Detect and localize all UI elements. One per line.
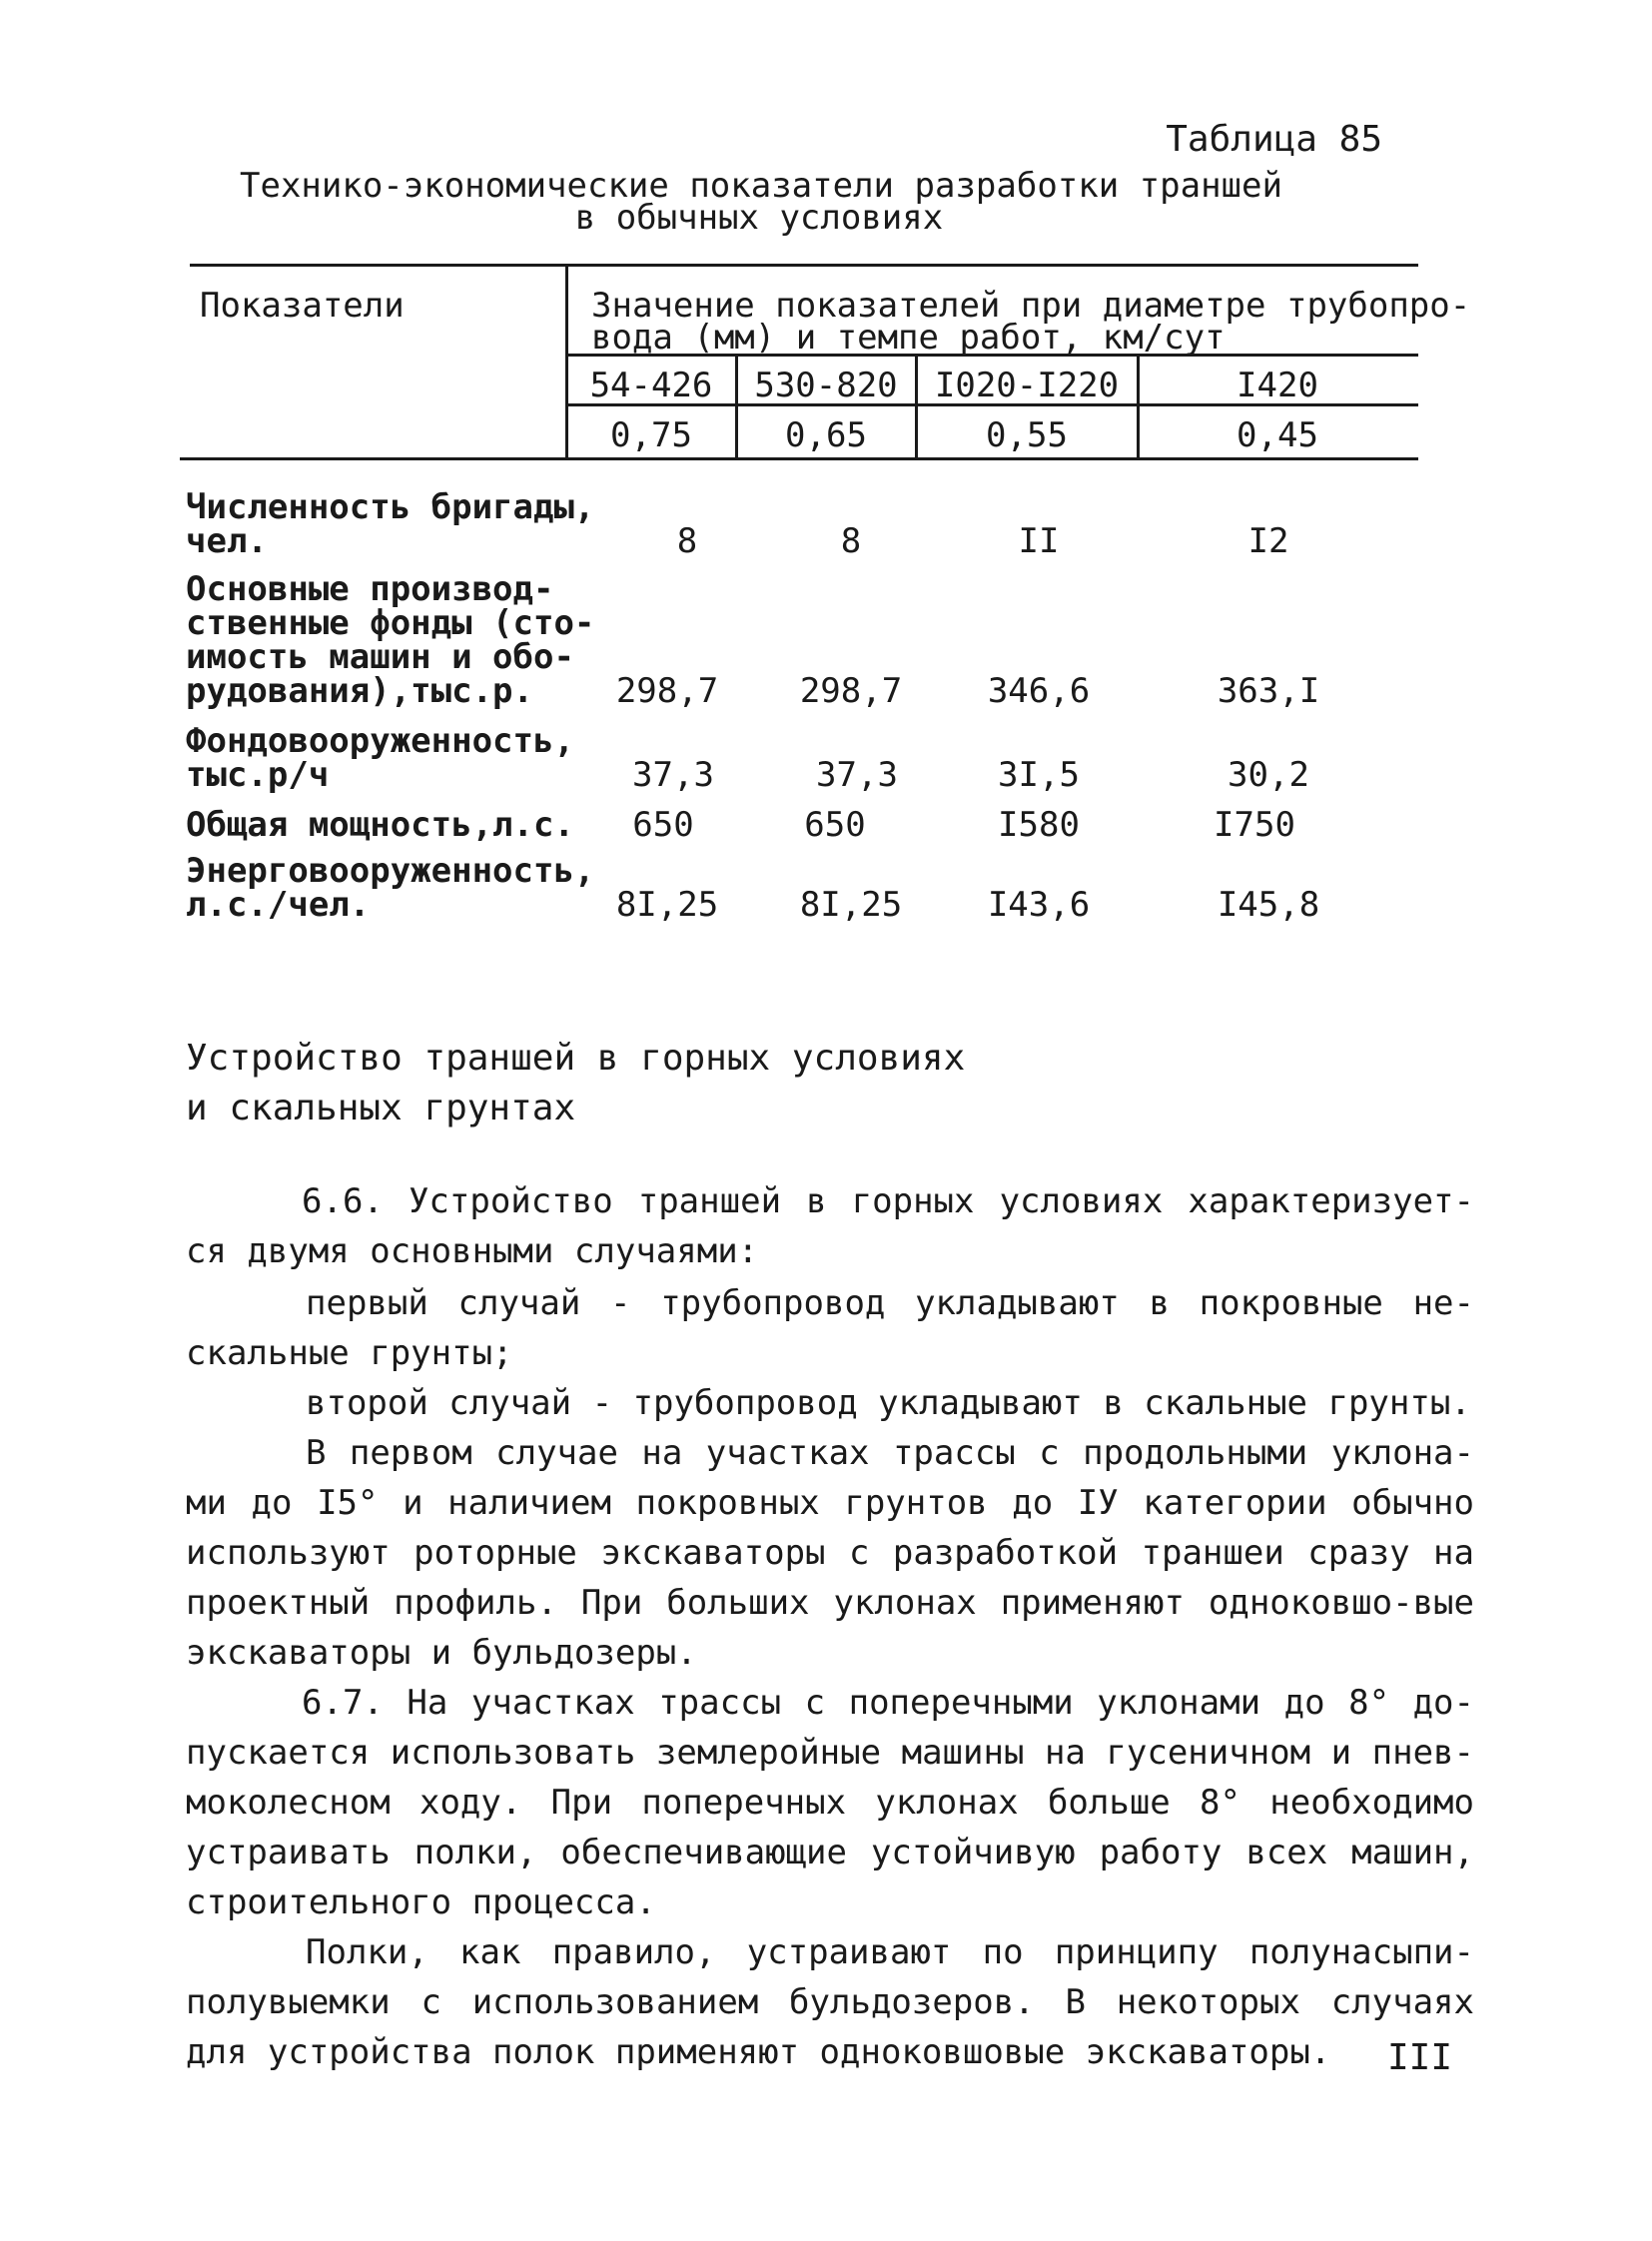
table-cell: I580 bbox=[998, 805, 1080, 845]
paragraph-6-6: 6.6. Устройство траншей в горных условиях характеризует-ся двумя основными случаями: bbox=[186, 1181, 1474, 1271]
table-cell: I45,8 bbox=[1217, 885, 1320, 925]
rate-col-3: 0,55 bbox=[986, 415, 1068, 455]
row-label-ratio-2: тыс.р/ч bbox=[186, 755, 330, 795]
row-label-energy-2: л.с./чел. bbox=[186, 885, 371, 925]
table-cell: 8 bbox=[840, 521, 862, 561]
row-label-assets-2: ственные фонды (сто- bbox=[186, 603, 595, 643]
table-cell: 8I,25 bbox=[615, 885, 719, 925]
diameter-col-2: 530-820 bbox=[754, 366, 898, 405]
table-cell: 298,7 bbox=[615, 671, 719, 711]
table-title-line-1: Технико-экономические показатели разработки траншей bbox=[240, 166, 1282, 206]
rate-col-4: 0,45 bbox=[1237, 415, 1318, 455]
table-cell: I43,6 bbox=[987, 885, 1091, 925]
table-title-line-2: в обычных условиях bbox=[574, 198, 944, 238]
row-label-power: Общая мощность,л.с. bbox=[186, 805, 574, 845]
section-heading-line-2: и скальных грунтах bbox=[186, 1088, 576, 1128]
table-cell: 346,6 bbox=[987, 671, 1091, 711]
table-cell: 650 bbox=[804, 805, 866, 845]
table-top-rule bbox=[190, 264, 1418, 267]
section-heading-line-1: Устройство траншей в горных условиях bbox=[186, 1038, 966, 1079]
paragraph-first-case: В первом случае на участках трассы с продольными уклона-ми до I5° и наличием покровных грунтов до IУ категории обычно используют роторные экскаваторы с разработкой траншеи сразу на проектный профиль. При больших уклонах применяют одноковшо-вые экскаваторы и бульдозеры. bbox=[186, 1433, 1474, 1673]
table-col-divider-1 bbox=[735, 354, 738, 459]
indicator-column-header: Показатели bbox=[200, 286, 405, 326]
diameter-col-1: 54-426 bbox=[589, 366, 713, 405]
table-cell: 3I,5 bbox=[998, 755, 1080, 795]
table-header-bottom-rule bbox=[180, 457, 1418, 460]
paragraph-case-1: первый случай - трубопровод укладывают в покровные не-скальные грунты; bbox=[186, 1283, 1474, 1373]
page-number: III bbox=[1386, 2037, 1452, 2078]
diameter-col-3: I020-I220 bbox=[934, 366, 1120, 405]
table-cell: 298,7 bbox=[799, 671, 903, 711]
table-label: Таблица 85 bbox=[1166, 119, 1382, 160]
table-cell: II bbox=[1018, 521, 1060, 561]
table-cell: I2 bbox=[1247, 521, 1289, 561]
row-label-assets-4: рудования),тыс.р. bbox=[186, 671, 533, 711]
table-cell: 30,2 bbox=[1228, 755, 1309, 795]
table-cell: 363,I bbox=[1217, 671, 1320, 711]
paragraph-case-2: второй случай - трубопровод укладывают в скальные грунты. bbox=[306, 1383, 1471, 1423]
row-label-crew-2: чел. bbox=[186, 521, 268, 561]
table-cell: 650 bbox=[632, 805, 694, 845]
value-header-line-1: Значение показателей при диаметре трубопро- bbox=[591, 286, 1471, 326]
table-cell: 37,3 bbox=[816, 755, 898, 795]
table-cell: 8 bbox=[676, 521, 698, 561]
paragraph-shelves: Полки, как правило, устраивают по принципу полунасыпи-полувыемки с использованием бульдозеров. В некоторых случаях для устройства полок применяют одноковшовые экскаваторы. bbox=[186, 1932, 1474, 2072]
row-label-crew-1: Численность бригады, bbox=[186, 487, 595, 527]
value-header-line-2: вода (мм) и темпе работ, км/сут bbox=[591, 318, 1226, 358]
table-cell: 8I,25 bbox=[799, 885, 903, 925]
table-cell: 37,3 bbox=[632, 755, 714, 795]
table-header-divider bbox=[565, 264, 568, 459]
table-col-divider-3 bbox=[1137, 354, 1140, 459]
paragraph-6-7: 6.7. На участках трассы с поперечными уклонами до 8° до-пускается использовать землеройные машины на гусеничном и пнев-моколесном ходу. При поперечных уклонах больше 8° необходимо устраивать полки, обеспечивающие устойчивую работу всех машин, строительного процесса. bbox=[186, 1683, 1474, 1922]
rate-col-1: 0,75 bbox=[610, 415, 692, 455]
row-label-assets-3: имость машин и обо- bbox=[186, 637, 574, 677]
diameter-col-4: I420 bbox=[1237, 366, 1318, 405]
table-col-divider-2 bbox=[915, 354, 918, 459]
row-label-assets-1: Основные производ- bbox=[186, 569, 554, 609]
row-label-energy-1: Энерговооруженность, bbox=[186, 851, 595, 891]
table-cell: I750 bbox=[1214, 805, 1295, 845]
rate-col-2: 0,65 bbox=[785, 415, 867, 455]
row-label-ratio-1: Фондовооруженность, bbox=[186, 721, 574, 761]
